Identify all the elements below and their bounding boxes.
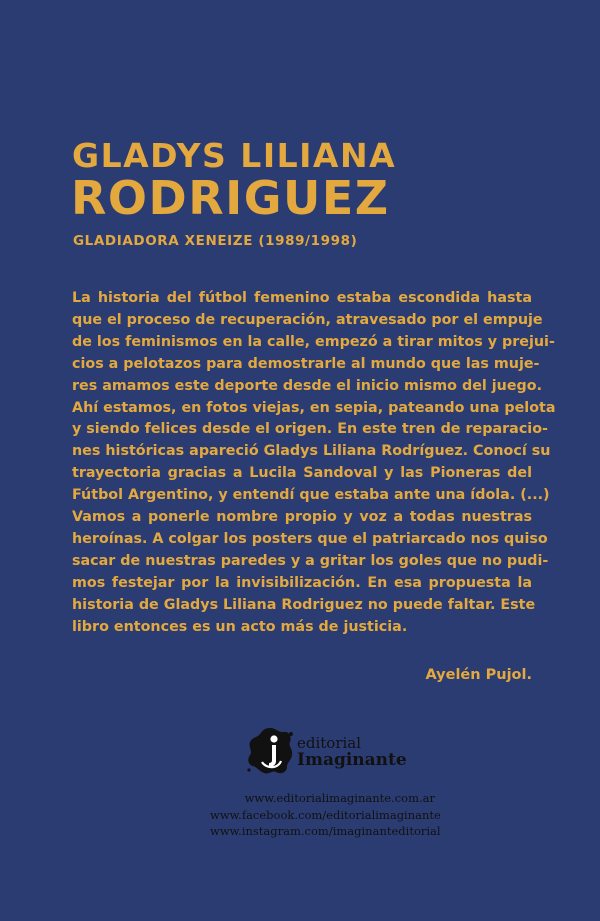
- blurb-line: libro entonces es un acto más de justicia.: [72, 618, 408, 635]
- subtitle: GLADIADORA XENEIZE (1989/1998): [73, 233, 358, 249]
- blurb-line: sacar de nuestras paredes y a gritar los goles que no pudi-: [72, 552, 549, 569]
- title-last-name: RODRIGUEZ: [71, 171, 390, 225]
- blurb-line: La historia del fútbol femenino estaba escondida hasta: [72, 290, 532, 306]
- blurb-line: Ahí estamos, en fotos viejas, en sepia, pateando una pelota: [72, 399, 556, 416]
- blurb-line: nes históricas apareció Gladys Liliana Rodríguez. Conocí su: [72, 443, 551, 460]
- blurb-line: trayectoria gracias a Lucila Sandoval y las Pioneras del: [72, 465, 532, 482]
- facebook-link[interactable]: www.facebook.com/editorialimaginante: [210, 807, 441, 822]
- blurb-line: de los feminismos en la calle, empezó a tirar mitos y prejui-: [72, 333, 555, 350]
- blurb-line: res amamos este deporte desde el inicio mismo del juego.: [72, 377, 543, 394]
- title-first-name: GLADYS LILIANA: [72, 136, 397, 175]
- blurb-line: mos festejar por la invisibilización. En esa propuesta la: [72, 574, 532, 591]
- blurb-line: historia de Gladys Liliana Rodriguez no puede faltar. Este: [72, 596, 536, 613]
- publisher-word-editorial: editorial: [297, 734, 362, 752]
- blurb-line: Vamos a ponerle nombre propio y voz a todas nuestras: [72, 509, 532, 526]
- blurb-line: cios a pelotazos para demostrarle al mundo que las muje-: [72, 355, 540, 372]
- website-link[interactable]: www.editorialimaginante.com.ar: [244, 791, 435, 805]
- blurb-line: que el proceso de recuperación, atravesado por el empuje: [72, 311, 543, 328]
- blurb-text: [72, 288, 556, 639]
- ink-splash-logo-icon: [245, 725, 295, 777]
- blurb-line: Fútbol Argentino, y entendí que estaba ante una ídola. (...): [72, 487, 550, 504]
- instagram-link[interactable]: www.instagram.com/imaginanteditorial: [210, 824, 441, 838]
- publisher-logo: [245, 725, 415, 785]
- blurb-line: y siendo felices desde el origen. En este tren de reparacio-: [72, 421, 548, 438]
- signature: Ayelén Pujol.: [425, 667, 532, 683]
- blurb-line: heroínas. A colgar los posters que el patriarcado nos quiso: [72, 530, 548, 547]
- publisher-name: Imaginante: [297, 750, 407, 770]
